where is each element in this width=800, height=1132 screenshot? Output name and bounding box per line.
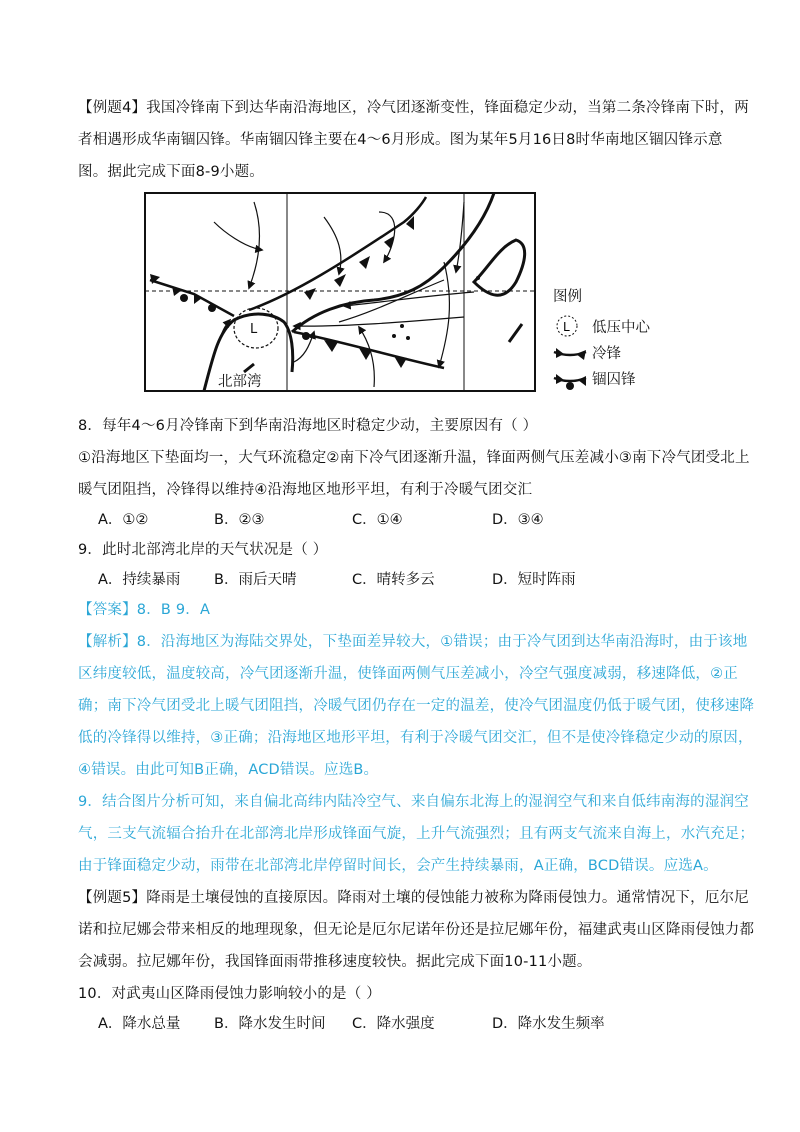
legend-low-pressure: 低压中心 (592, 320, 650, 336)
q10-option-c[interactable]: C．降水强度 (352, 1016, 435, 1032)
analysis-line-5: ④错误。由此可知B正确，ACD错误。应选B。 (78, 762, 379, 778)
analysis-line-6: 9．结合图片分析可知，来自偏北高纬内陆冷空气、来自偏东北海上的湿润空气和来自低纬南海的湿润空 (78, 794, 749, 810)
q8-option-c[interactable]: C．①④ (352, 512, 403, 528)
legend-occluded-front: 锢囚锋 (592, 372, 636, 388)
analysis-line-3: 确；南下冷气团受北上暖气团阻挡，冷暖气团仍存在一定的温差，使冷气团温度仍低于暖气团，使移速降 (78, 698, 755, 714)
example5-line-1: 【例题5】降雨是土壤侵蚀的直接原因。降雨对土壤的侵蚀能力被称为降雨侵蚀力。通常情况下，厄尔尼 (78, 890, 749, 906)
occluded-front-map (144, 192, 544, 394)
q8-option-a[interactable]: A．①② (98, 512, 149, 528)
analysis-line-8: 由于锋面稳定少动，雨带在北部湾北岸停留时间长，会产生持续暴雨，A正确，BCD错误。应选A。 (78, 858, 718, 874)
cold-front-legend-icon (554, 348, 586, 360)
q8-body-line-1: ①沿海地区下垫面均一，大气环流稳定②南下冷气团逐渐升温，锋面两侧气压差减小③南下冷气团受北上 (78, 450, 750, 466)
example5-line-3: 会减弱。拉尼娜年份，我国锋面雨带推移速度较快。据此完成下面10-11小题。 (78, 954, 592, 970)
q10-option-b[interactable]: B．降水发生时间 (214, 1016, 326, 1032)
example5-line-2: 诺和拉尼娜会带来相反的地理现象，但无论是厄尔尼诺年份还是拉尼娜年份，福建武夷山区降雨侵蚀力都 (78, 922, 755, 938)
occluded-front-legend-icon (554, 374, 586, 390)
q8-option-d[interactable]: D．③④ (492, 512, 544, 528)
legend-title: 图例 (553, 289, 582, 305)
q9-option-b[interactable]: B．雨后天晴 (214, 572, 297, 588)
answer-line: 【答案】8．B 9．A (78, 602, 211, 618)
map-frame (145, 193, 535, 391)
analysis-line-4: 低的冷锋得以维持，③正确；沿海地区地形平坦，有利于冷暖气团交汇，但不是使冷锋稳定少动的原因， (78, 730, 753, 746)
bay-label: 北部湾 (218, 374, 262, 390)
analysis-line-2: 区纬度较低，温度较高，冷气团逐渐升温，使锋面两侧气压差减小，冷空气强度减弱，移速降低，②正 (78, 666, 738, 682)
analysis-line-1: 【解析】8．沿海地区为海陆交界处，下垫面差异较大，①错误；由于冷气团到达华南沿海时，由于该地 (78, 634, 748, 650)
svg-text:L: L (563, 320, 570, 334)
q8-body-line-2: 暖气团阻挡，冷锋得以维持④沿海地区地形平坦，有利于冷暖气团交汇 (78, 482, 533, 498)
example4-line-3: 图。据此完成下面8-9小题。 (78, 164, 264, 180)
q9-option-c[interactable]: C．晴转多云 (352, 572, 435, 588)
low-center-symbol: L (250, 322, 258, 337)
q10-option-a[interactable]: A．降水总量 (98, 1016, 181, 1032)
legend-symbols (552, 314, 592, 394)
analysis-line-7: 气，三支气流辐合抬升在北部湾北岸形成锋面气旋，上升气流强烈；且有两支气流来自海上，水汽充足； (78, 826, 755, 842)
q8-option-b[interactable]: B．②③ (214, 512, 265, 528)
q9-option-d[interactable]: D．短时阵雨 (492, 572, 576, 588)
q9-option-a[interactable]: A．持续暴雨 (98, 572, 181, 588)
q10-stem: 10．对武夷山区降雨侵蚀力影响较小的是（ ） (78, 986, 381, 1002)
q8-stem: 8．每年4～6月冷锋南下到华南沿海地区时稳定少动，主要原因有（ ） (78, 418, 538, 434)
legend-cold-front: 冷锋 (592, 346, 621, 362)
example4-line-1: 【例题4】我国冷锋南下到达华南沿海地区，冷气团逐渐变性，锋面稳定少动，当第二条冷锋南下时，两 (78, 100, 749, 116)
q9-stem: 9．此时北部湾北岸的天气状况是（ ） (78, 542, 328, 558)
q10-option-d[interactable]: D．降水发生频率 (492, 1016, 605, 1032)
example4-line-2: 者相遇形成华南锢囚锋。华南锢囚锋主要在4～6月形成。图为某年5月16日8时华南地区锢囚锋示意 (78, 132, 723, 148)
